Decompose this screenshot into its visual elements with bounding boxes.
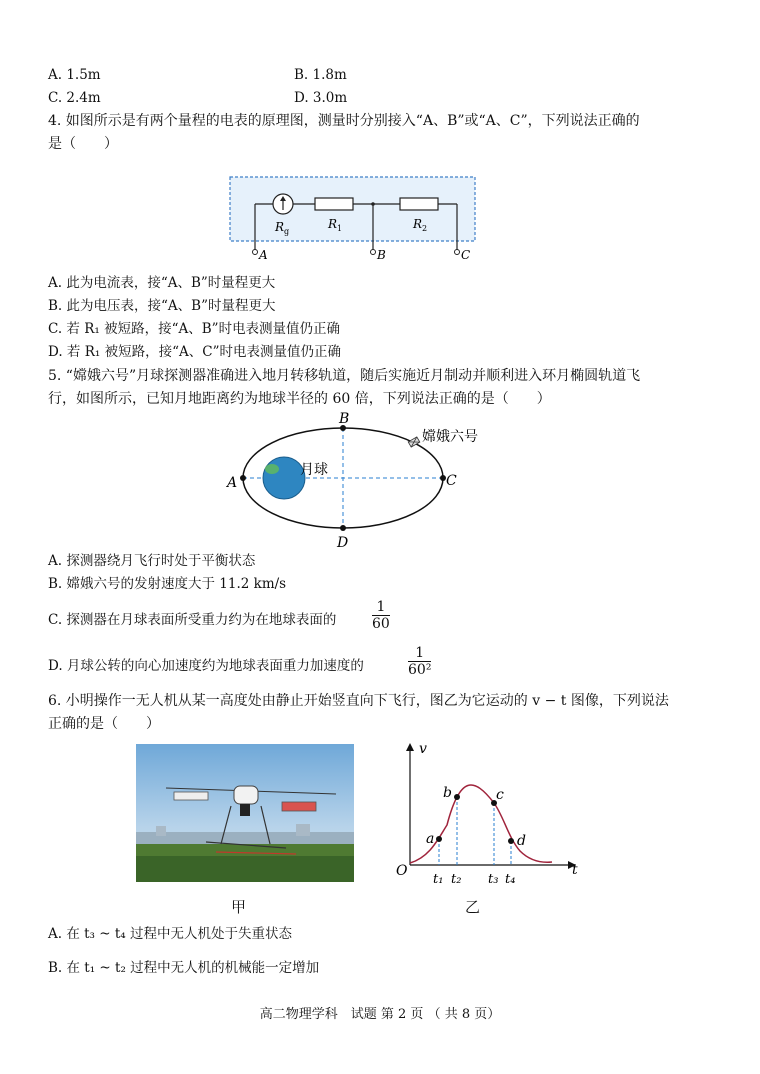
point-d (508, 838, 514, 844)
q4-stem-line2: 是（ ） (48, 136, 118, 152)
moon-icon (263, 457, 305, 499)
graph-label: 乙 (465, 898, 481, 916)
label-moon: 月球 (300, 462, 328, 478)
label-a: A (227, 475, 238, 491)
q4-option-a: A. 此为电流表，接“A、B”时量程更大 (48, 275, 276, 291)
photo-label: 甲 (231, 898, 247, 916)
q4-option-d: D. 若 R₁ 被短路，接“A、C”时电表测量值仍正确 (48, 344, 341, 360)
label-rg: R (275, 220, 285, 234)
label-r1: R (328, 217, 338, 231)
drone-photo (136, 744, 354, 882)
label-d: d (517, 833, 526, 849)
q3-option-a: A. 1.5m (48, 67, 101, 83)
q5-option-a: A. 探测器绕月飞行时处于平衡状态 (48, 553, 256, 569)
label-r1-sub: 1 (337, 224, 343, 233)
tick-t3: t₃ (488, 872, 499, 887)
label-t: t (572, 862, 578, 878)
terminal-a: A (259, 248, 268, 262)
orbit-diagram (222, 408, 502, 553)
q5-option-d-fraction (408, 645, 431, 678)
q4-option-c: C. 若 R₁ 被短路，接“A、B”时电表测量值仍正确 (48, 321, 341, 337)
q3-option-c: C. 2.4m (48, 90, 101, 106)
label-b: B (339, 411, 350, 427)
vt-graph (390, 735, 590, 895)
q5-stem-line1: 5. “嫦娥六号”月球探测器准确进入地月转移轨道，随后实施近月制动并顺利进入环月椭圆轨道飞 (48, 368, 641, 384)
tick-t4: t₄ (505, 872, 516, 887)
q5-option-c: C. 探测器在月球表面所受重力约为在地球表面的 (48, 612, 337, 628)
fraction-numerator: 1 (415, 645, 425, 661)
tick-t2: t₂ (451, 872, 462, 887)
q6-stem-line2: 正确的是（ ） (48, 716, 160, 732)
label-r2: R (413, 217, 423, 231)
circuit-diagram (225, 172, 485, 262)
q3-option-d: D. 3.0m (294, 90, 348, 106)
label-c: c (496, 787, 504, 803)
q5-option-b: B. 嫦娥六号的发射速度大于 11.2 km/s (48, 576, 287, 592)
q4-stem-line1: 4. 如图所示是有两个量程的电表的原理图，测量时分别接入“A、B”或“A、C”，下列说法正确的 (48, 113, 640, 129)
tick-t1: t₁ (433, 872, 444, 887)
terminal-b: B (377, 248, 386, 262)
q6-stem-line1: 6. 小明操作一无人机从某一高度处由静止开始竖直向下飞行，图乙为它运动的 v − t 图像，下列说法 (48, 693, 669, 709)
fraction-numerator: 1 (376, 599, 386, 615)
point-b (454, 794, 460, 800)
page-footer: 高二物理学科 试题 第 2 页 （ 共 8 页） (259, 1007, 501, 1022)
q4-option-b: B. 此为电压表，接“A、B”时量程更大 (48, 298, 276, 314)
label-origin: O (396, 863, 408, 879)
label-b: b (443, 785, 452, 801)
q5-option-c-fraction (372, 599, 390, 632)
label-v: v (419, 741, 427, 757)
point-a (436, 836, 442, 842)
q5-stem-line2: 行，如图所示，已知月地距离约为地球半径的 60 倍，下列说法正确的是（ ） (48, 391, 551, 407)
label-d: D (337, 535, 349, 551)
resistor-r2 (400, 198, 438, 210)
resistor-r1 (315, 198, 353, 210)
label-c: C (446, 473, 457, 489)
q6-option-a: A. 在 t₃ ~ t₄ 过程中无人机处于失重状态 (48, 926, 292, 942)
label-probe: 嫦娥六号 (422, 429, 478, 445)
vt-curve (410, 785, 552, 863)
label-rg-sub: g (284, 227, 290, 236)
fraction-denominator: 60² (408, 662, 432, 678)
q6-option-b: B. 在 t₁ ~ t₂ 过程中无人机的机械能一定增加 (48, 960, 320, 976)
q5-option-d: D. 月球公转的向心加速度约为地球表面重力加速度的 (48, 658, 364, 674)
terminal-c: C (461, 248, 471, 262)
fraction-denominator: 60 (372, 616, 390, 632)
q3-option-b: B. 1.8m (294, 67, 347, 83)
label-a: a (426, 831, 435, 847)
label-r2-sub: 2 (422, 224, 428, 233)
